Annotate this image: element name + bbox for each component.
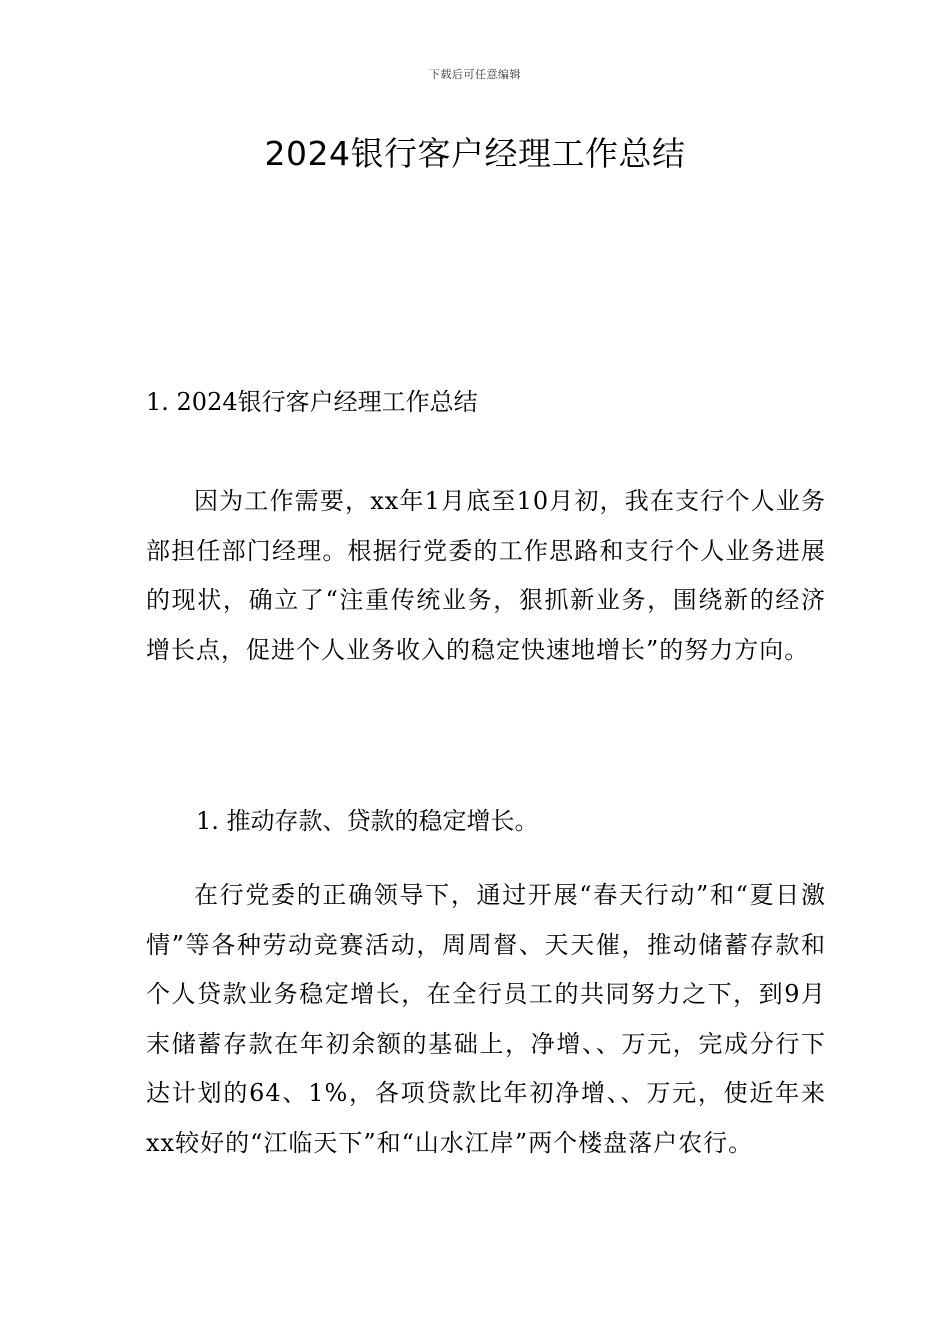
header-note: 下载后可任意编辑 (429, 68, 521, 81)
sub-heading: 1. 推动存款、贷款的稳定增长。 (196, 807, 539, 835)
section-heading: 1. 2024银行客户经理工作总结 (146, 388, 478, 416)
document-title: 2024银行客户经理工作总结 (264, 134, 686, 173)
paragraph-2: 在行党委的正确领导下，通过开展“春天行动”和“夏日激情”等各种劳动竞赛活动，周周督、天天催，推动储蓄存款和个人贷款业务稳定增长，在全行员工的共同努力之下，到9月末储蓄存款在年初余额的基础上，净增、、万元，完成分行下达计划的64、1%，各项贷款比年初净增、、万元，使近年来xx较好的“江临天下”和“山水江岸”两个楼盘落户农行。 (146, 881, 826, 1157)
paragraph-1: 因为工作需要，xx年1月底至10月初，我在支行个人业务部担任部门经理。根据行党委的工作思路和支行个人业务进展的现状，确立了“注重传统业务，狠抓新业务，围绕新的经济增长点，促进个人业务收入的稳定快速地增长”的努力方向。 (146, 487, 826, 664)
